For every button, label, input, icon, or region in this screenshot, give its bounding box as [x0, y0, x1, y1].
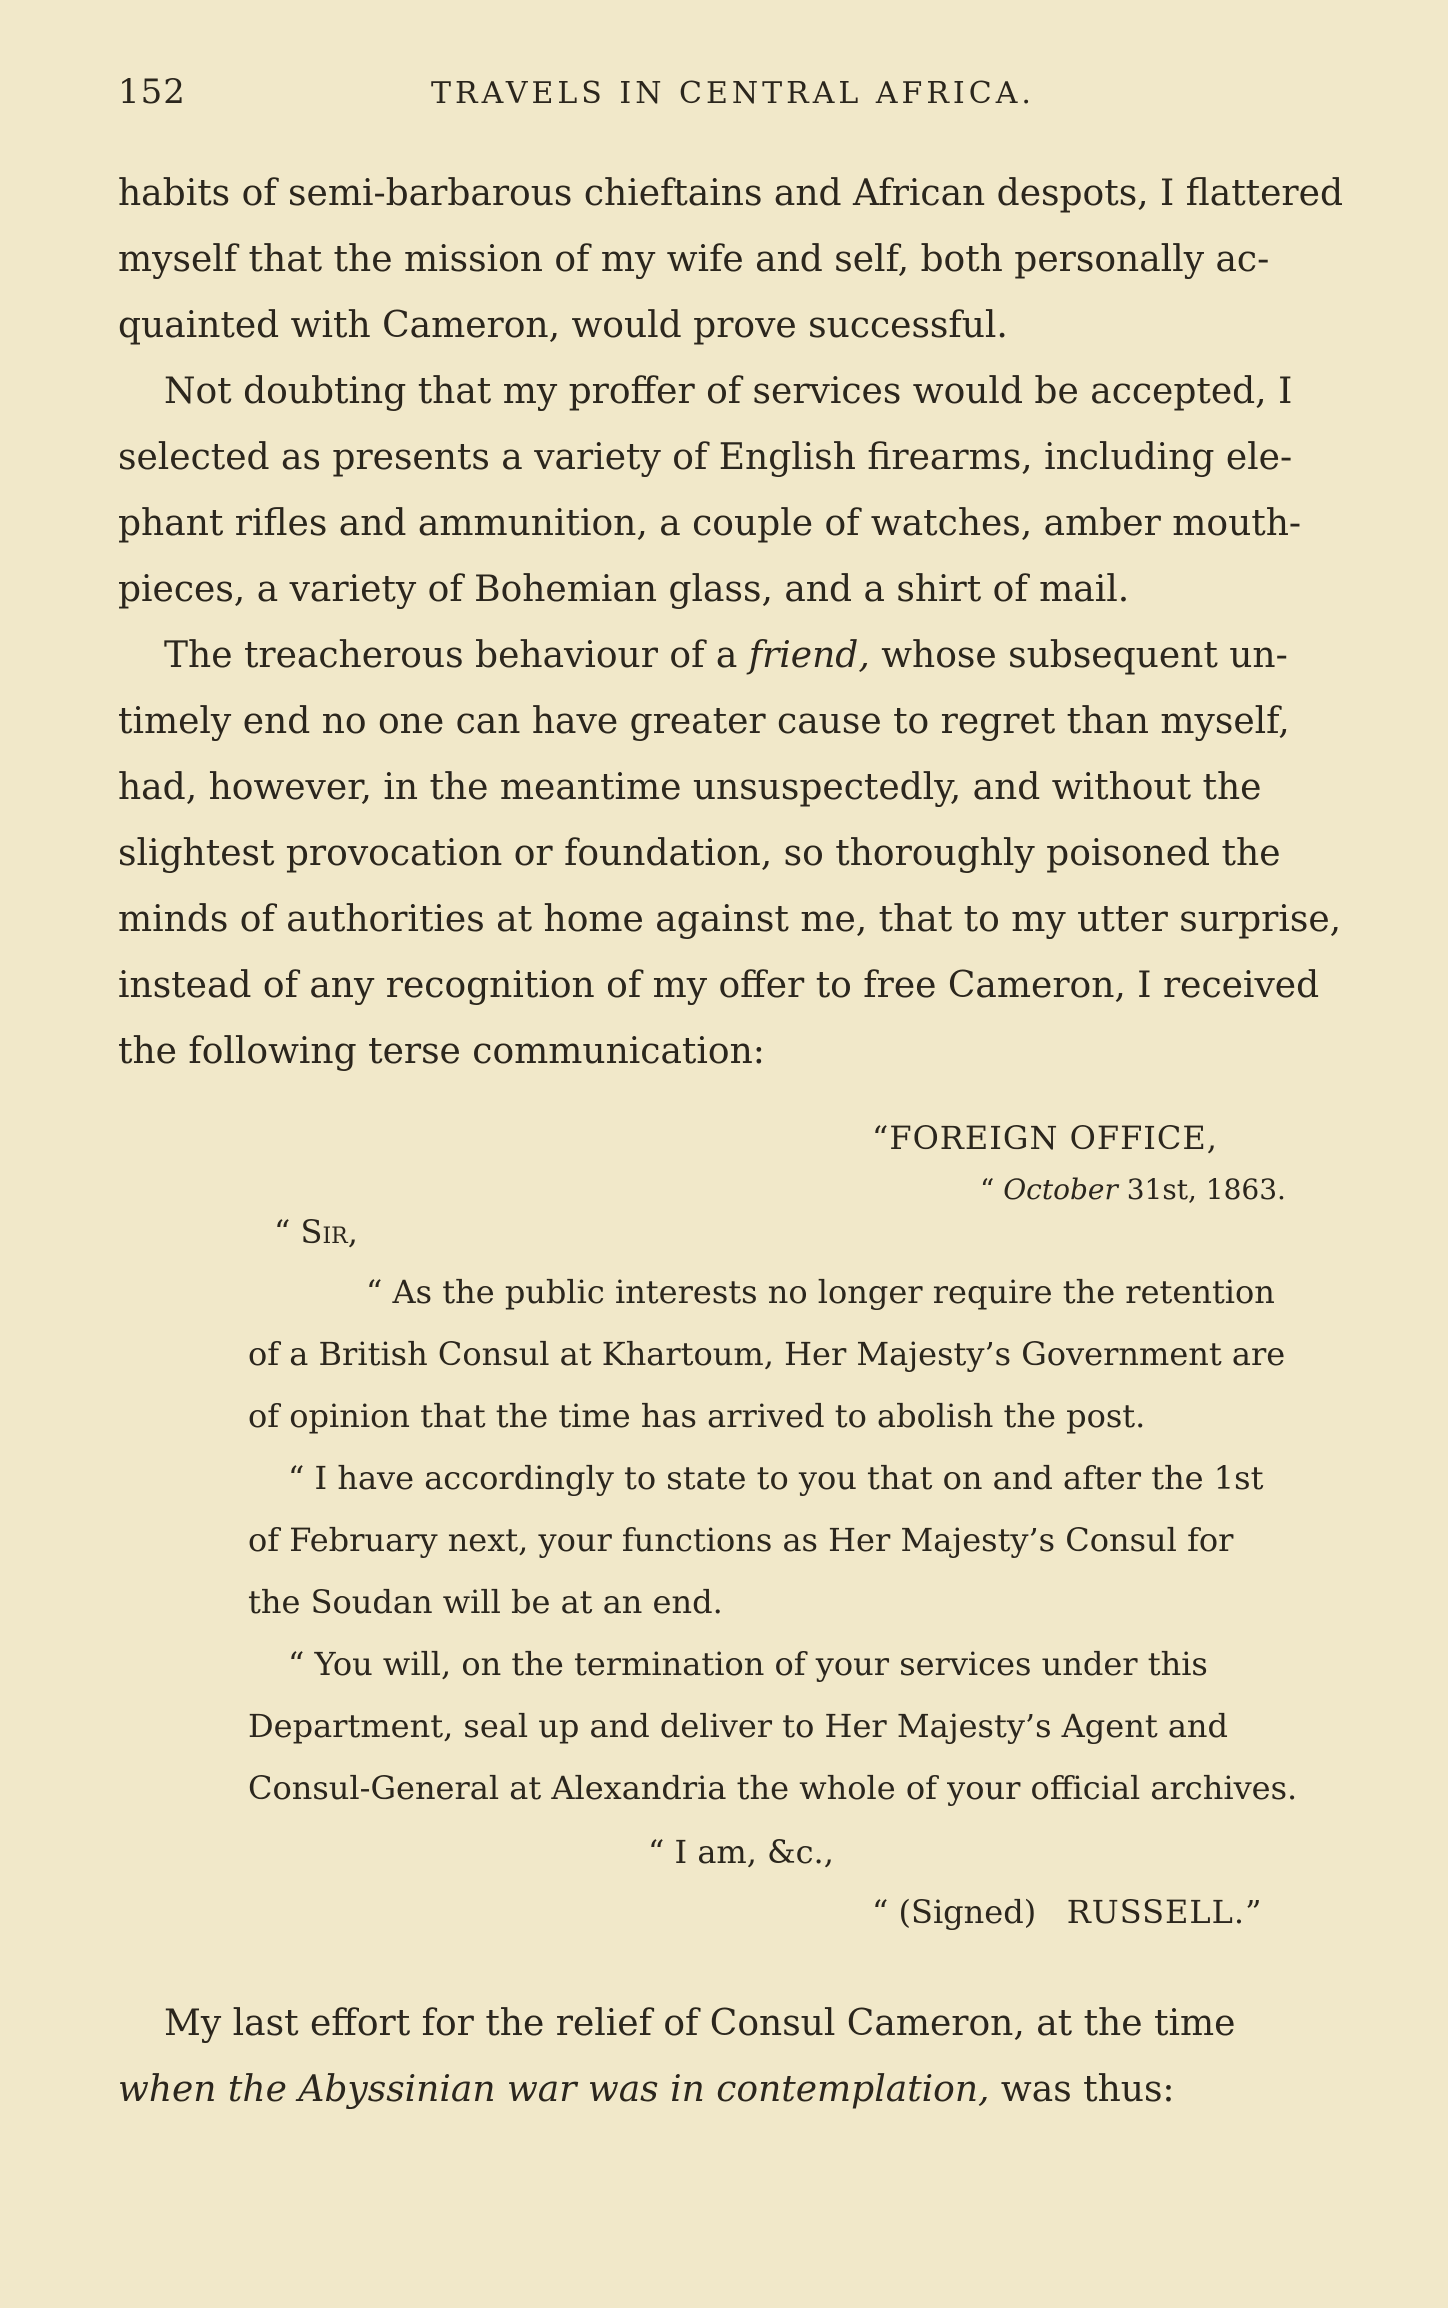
body-line: selected as presents a variety of English firearms, including ele- — [118, 437, 1293, 478]
letter-line: “ You will, on the termination of your services under this — [288, 1645, 1208, 1683]
letter-line: Department, seal up and deliver to Her Majesty’s Agent and — [248, 1707, 1229, 1745]
body-line: phant rifles and ammunition, a couple of watches, amber mouth- — [118, 503, 1302, 544]
letter-line: Consul-General at Alexandria the whole of your official archives. — [248, 1769, 1298, 1807]
page-number: 152 — [118, 72, 186, 112]
body-line — [118, 2068, 1175, 2112]
letter-closing: “ I am, &c., — [648, 1833, 834, 1871]
text-run: was thus: — [989, 2069, 1175, 2110]
italic-text: October — [1003, 1173, 1118, 1206]
italic-text: friend, — [748, 635, 870, 676]
letter-office: “FOREIGN OFFICE, — [872, 1119, 1218, 1157]
letter-line: of opinion that the time has arrived to abolish the post. — [248, 1397, 1146, 1435]
text-run: 31st, 1863. — [1117, 1173, 1286, 1206]
body-line — [164, 634, 1288, 678]
letter-line: the Soudan will be at an end. — [248, 1583, 723, 1621]
body-line: Not doubting that my proffer of services would be accepted, I — [164, 371, 1293, 412]
letter-line: of February next, your functions as Her Majesty’s Consul for — [248, 1521, 1234, 1559]
text-run: The treacherous behaviour of a — [164, 635, 749, 676]
body-line: My last effort for the relief of Consul Cameron, at the time — [164, 2003, 1236, 2044]
running-title: TRAVELS IN CENTRAL AFRICA. — [431, 76, 1035, 111]
body-line: instead of any recognition of my offer to free Cameron, I received — [118, 965, 1320, 1006]
body-line: had, however, in the meantime unsuspectedly, and without the — [118, 767, 1262, 808]
letter-line: of a British Consul at Khartoum, Her Majesty’s Government are — [248, 1335, 1286, 1373]
letter-line: “ I have accordingly to state to you that on and after the 1st — [288, 1459, 1264, 1497]
body-line: slightest provocation or foundation, so thoroughly poisoned the — [118, 833, 1281, 874]
body-line: pieces, a variety of Bohemian glass, and a shirt of mail. — [118, 569, 1130, 610]
body-line: minds of authorities at home against me, that to my utter surprise, — [118, 899, 1342, 940]
body-line: the following terse communication: — [118, 1031, 765, 1072]
signer-name: RUSSELL.” — [1066, 1893, 1263, 1931]
text-run: whose subsequent un- — [869, 635, 1288, 676]
letter-salutation: “ Sir, — [274, 1213, 358, 1251]
page-header — [118, 72, 1348, 122]
signed-label: “ (Signed) — [872, 1893, 1037, 1931]
body-line: habits of semi-barbarous chieftains and African despots, I flattered — [118, 173, 1343, 214]
letter-date — [980, 1168, 1286, 1212]
text-run: “ — [980, 1173, 1004, 1206]
body-line: myself that the mission of my wife and self, both personally ac- — [118, 239, 1270, 280]
body-line: timely end no one can have greater cause to regret than myself, — [118, 701, 1290, 742]
letter-signature — [872, 1890, 1262, 1934]
letter-line: “ As the public interests no longer require the retention — [366, 1273, 1275, 1311]
italic-text: when the Abyssinian war was in contemplation, — [118, 2069, 990, 2110]
body-line: quainted with Cameron, would prove successful. — [118, 305, 1008, 346]
